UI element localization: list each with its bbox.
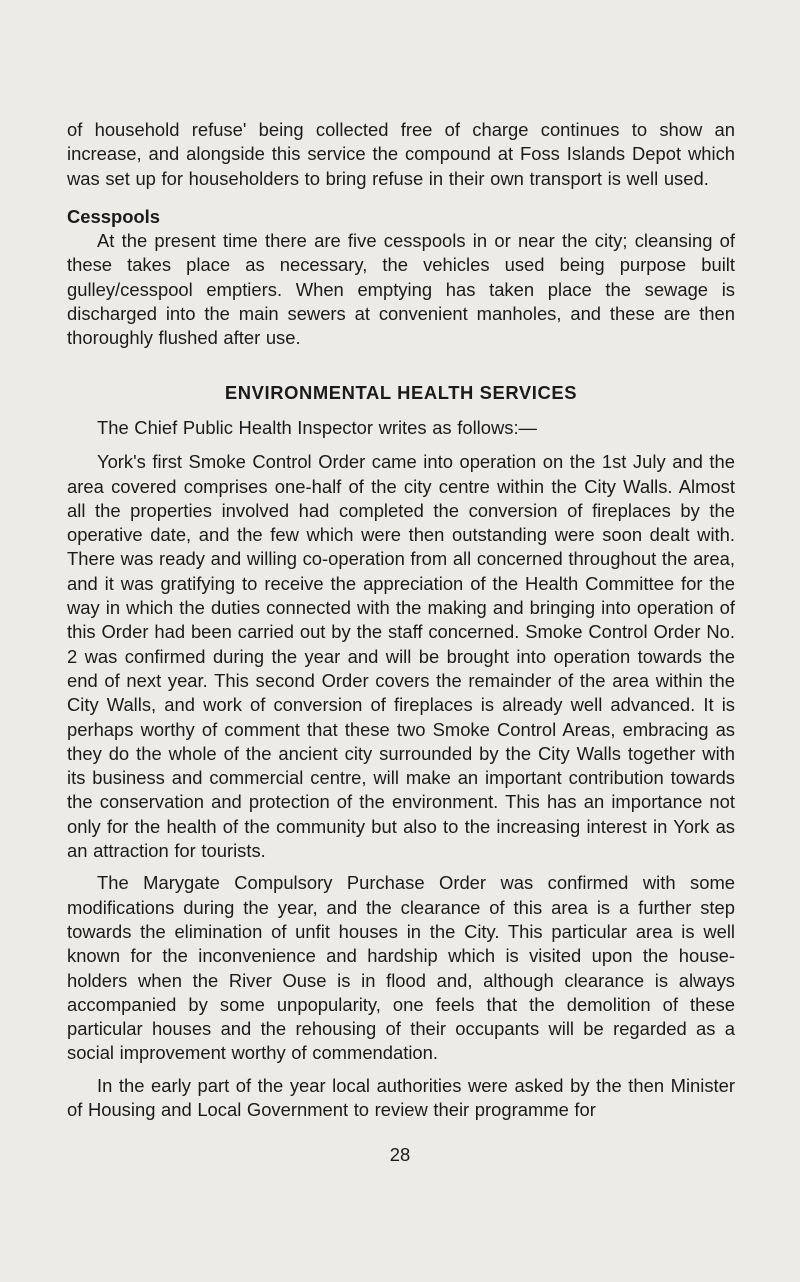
housing-programme-paragraph: In the early part of the year local authorities were asked by the then Minister of Housing and Local Government to review their programme for <box>67 1074 735 1120</box>
environmental-health-heading: ENVIRONMENTAL HEALTH SERVICES <box>224 381 578 403</box>
smoke-control-paragraph: York's first Smoke Control Order came into operation on the 1st July and the area covered comprises one-half of the city centre within the City Walls. Almost all the properties involved had completed the conversion of fireplaces by the operative date, and the few which were then outstanding were soon dealt with. There was ready and willing co-operation from all concerned throughout the area, and it was gratifying to receive the appreciation of the Health Committee for the way in which the duties connected with the making and bringing into operation of this Order had been carried out by the staff concerned. Smoke Control Order No. 2 was confirmed during the year and will be brought into operation towards the end of next year. This second Order covers the remainder of the area within the City Walls, and work of conversion of fireplaces is already well advanced. It is perhaps worthy of comment that these two Smoke Control Areas, embracing as they do the whole of the ancient city surrounded by the City Walls together with its business and commercial centre, will make an important contribution towards the conservation and protection of the environment. This has an importance not only for the health of the community but also to the increasing interest in York as an attraction for tourists. <box>67 451 735 862</box>
intro-paragraph: of household refuse' being collected free of charge continues to show an increase, and alongside this service the compound at Foss Islands Depot which was set up for householders to bring refuse in their own transport is well used. <box>67 119 735 189</box>
marygate-paragraph: The Marygate Compulsory Purchase Order was confirmed with some modifications during the year, and the clearance of this area is a further step towards the elimination of unfit houses in the City. This particular area is well known for the inconvenience and hardship which is visited upon the house-holders when the River Ouse is in flood and, although clearance is always accompanied by some unpopularity, one feels that the demolition of these particular houses and the rehousing of their occupants will be regarded as a social improvement worthy of commendation. <box>67 872 735 1064</box>
cesspools-paragraph: At the present time there are five cesspools in or near the city; cleansing of these takes place as necessary, the vehicles used being purpose built gulley/cesspool emptiers. When emptying has taken place the sewage is discharged into the main sewers at convenient manholes, and these are then thoroughly flushed after use. <box>67 230 735 349</box>
chief-inspector-line: The Chief Public Health Inspector writes as follows:— <box>97 416 537 438</box>
page-number: 28 <box>389 1144 411 1165</box>
document-page <box>67 118 735 1122</box>
cesspools-heading: Cesspools <box>67 205 161 227</box>
